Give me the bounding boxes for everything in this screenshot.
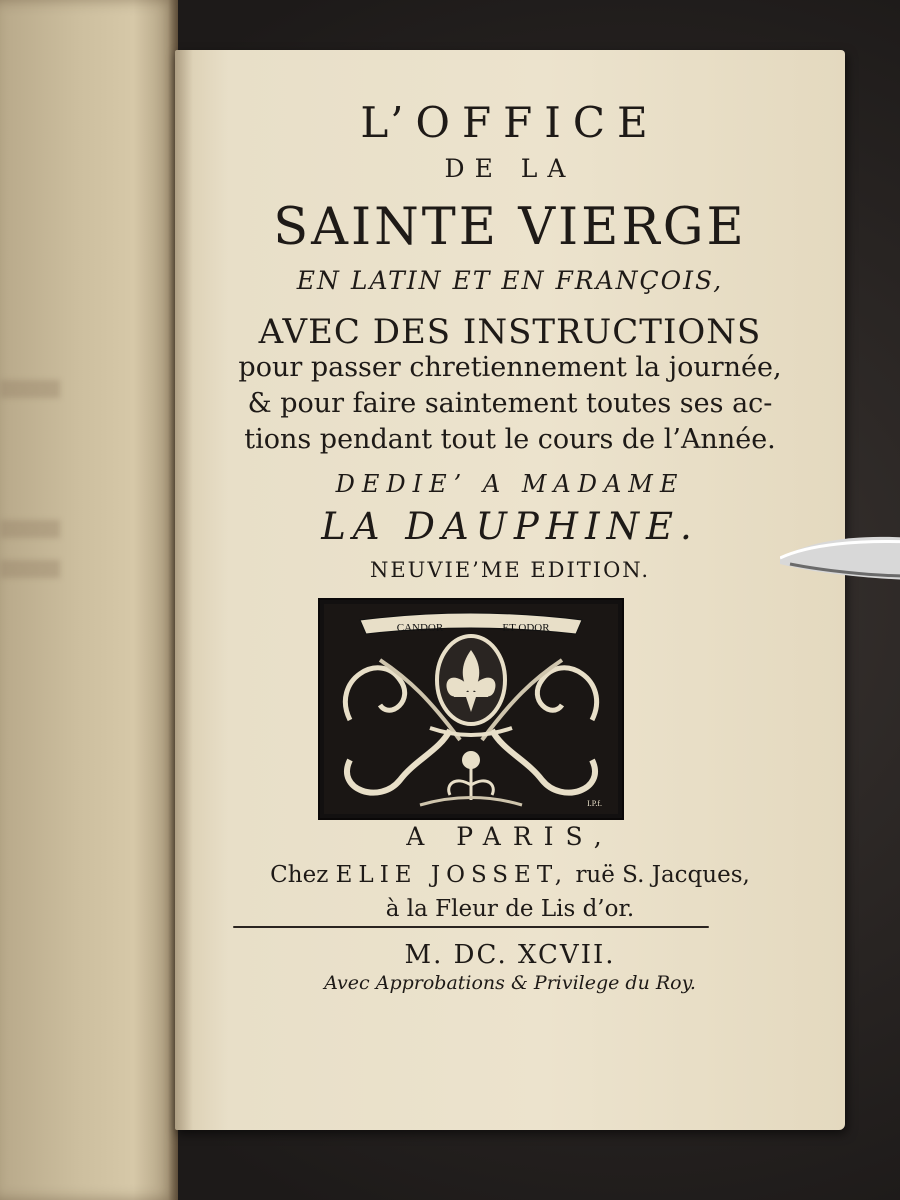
banner-text-right: ET ODOR bbox=[502, 622, 550, 634]
metal-clip bbox=[780, 520, 900, 590]
printer-name: ELIE JOSSET, bbox=[335, 862, 569, 888]
printer-street: ruë S. Jacques, bbox=[575, 862, 750, 888]
imprint-place: A PARIS, bbox=[406, 822, 614, 851]
title-line-instructions: AVEC DES INSTRUCTIONS bbox=[258, 312, 762, 352]
engraver-signature: I.P.f. bbox=[587, 799, 602, 808]
fleur-de-lis-crest-icon bbox=[320, 600, 622, 818]
divider-rule bbox=[233, 926, 709, 928]
approval-line: Avec Approbations & Privilege du Roy. bbox=[324, 972, 696, 994]
dedication-line-2: LA DAUPHINE. bbox=[321, 505, 699, 548]
clip-icon bbox=[780, 520, 900, 590]
imprint-year: M. DC. XCVII. bbox=[404, 940, 616, 970]
ink-bleed-mark bbox=[0, 560, 60, 578]
printer-prefix: Chez bbox=[270, 862, 329, 888]
title-line-office: L’OFFICE bbox=[360, 98, 660, 147]
title-line-de-la: DE LA bbox=[444, 154, 576, 183]
imprint-address: à la Fleur de Lis d’or. bbox=[385, 896, 635, 922]
ink-bleed-mark bbox=[0, 380, 60, 398]
title-line-7: & pour faire saintement toutes ses ac- bbox=[247, 388, 773, 419]
title-line-languages: EN LATIN ET EN FRANÇOIS, bbox=[296, 266, 724, 295]
printers-device-vignette bbox=[318, 598, 624, 820]
title-line-6: pour passer chretiennement la journée, bbox=[238, 352, 782, 383]
title-line-8: tions pendant tout le cours de l’Année. bbox=[244, 424, 776, 455]
dedication-line-1: DEDIE’ A MADAME bbox=[335, 470, 685, 498]
imprint-printer bbox=[175, 862, 845, 888]
edition-line: NEUVIE’ME EDITION. bbox=[369, 558, 651, 582]
banner-text-left: CANDOR bbox=[396, 622, 444, 634]
left-page bbox=[0, 0, 178, 1200]
ink-bleed-mark bbox=[0, 520, 60, 538]
title-page bbox=[175, 50, 845, 1130]
title-line-sainte-vierge: SAINTE VIERGE bbox=[273, 198, 747, 257]
